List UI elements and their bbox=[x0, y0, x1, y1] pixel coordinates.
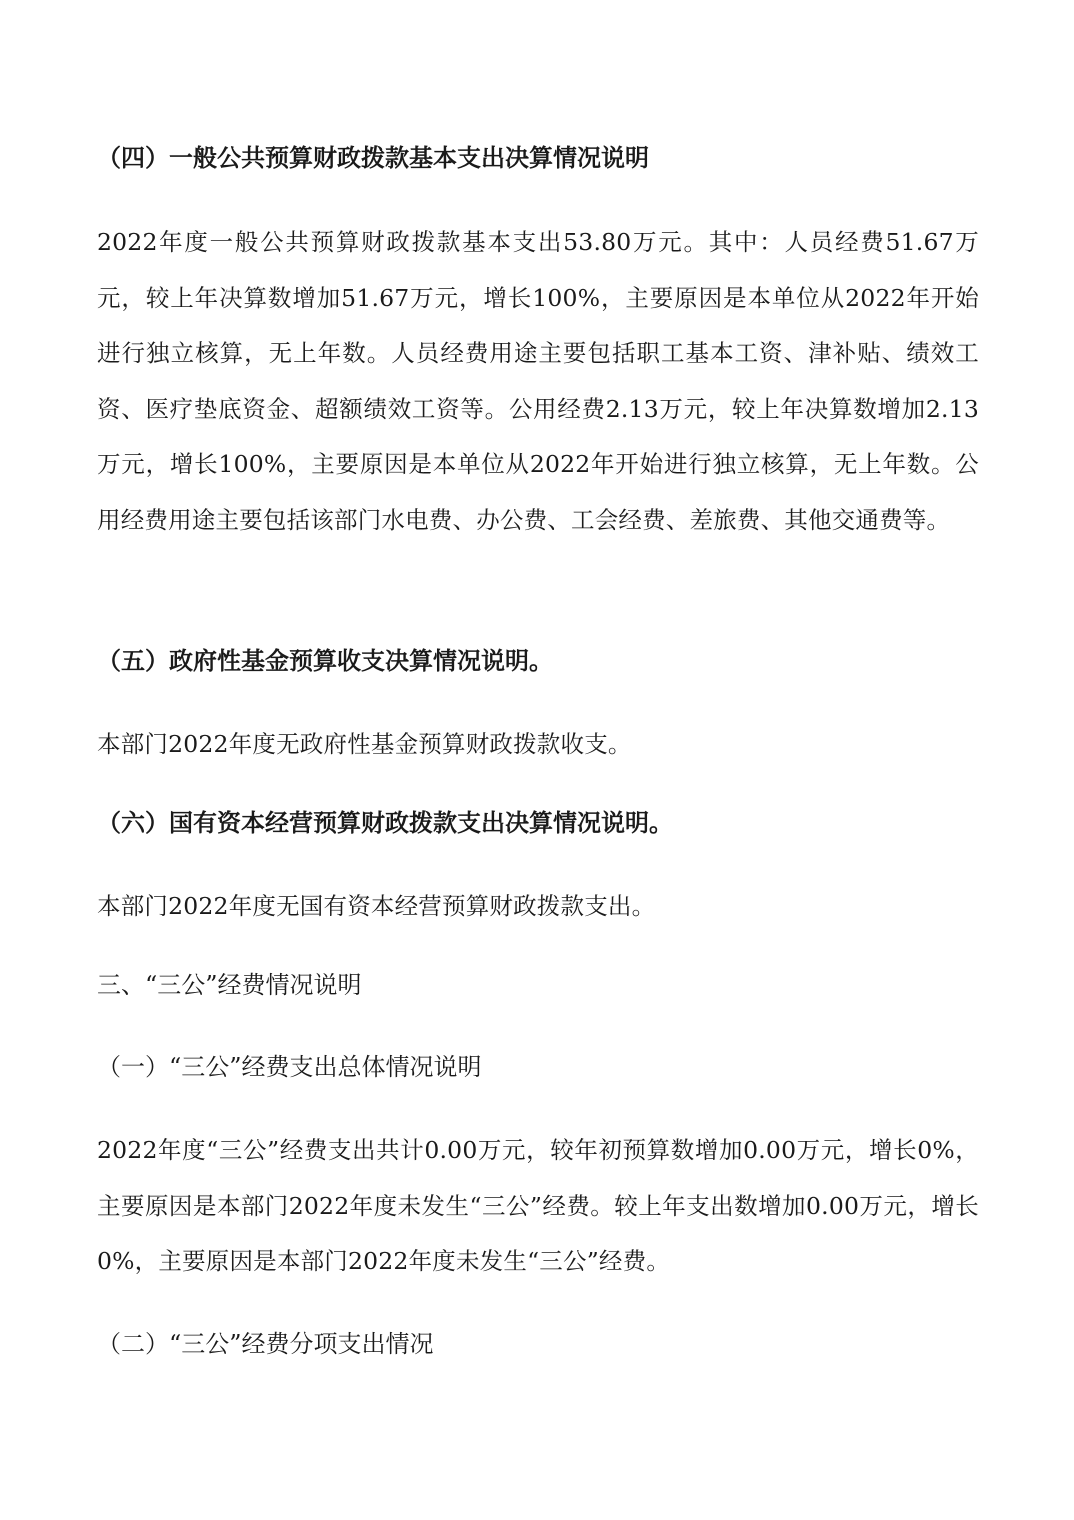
heading-government-fund-budget: （五）政府性基金预算收支决算情况说明。 bbox=[97, 646, 553, 675]
paragraph-state-capital-budget: 本部门2022年度无国有资本经营预算财政拨款支出。 bbox=[97, 892, 656, 920]
sub-heading-overall-expenses: （一）“三公”经费支出总体情况说明 bbox=[97, 1053, 482, 1081]
sub-heading-itemized-expenses: （二）“三公”经费分项支出情况 bbox=[97, 1330, 434, 1358]
paragraph-general-budget-basic-expenditure: 2022年度一般公共预算财政拨款基本支出53.80万元。其中：人员经费51.67万元，较上年决算数增加51.67万元，增长100%，主要原因是本单位从2022年开始进行独立核算，无上年数。人员经费用途主要包括职工基本工资、津补贴、绩效工资、医疗垫底资金、超额绩效工资等。公用经费2.13万元，较上年决算数增加2.13万元，增长100%，主要原因是本单位从2022年开始进行独立核算，无上年数。公用经费用途主要包括该部门水电费、办公费、工会经费、差旅费、其他交通费等。 bbox=[97, 228, 979, 534]
heading-state-capital-budget: （六）国有资本经营预算财政拨款支出决算情况说明。 bbox=[97, 808, 673, 837]
paragraph-government-fund-budget: 本部门2022年度无政府性基金预算财政拨款收支。 bbox=[97, 730, 632, 758]
paragraph-overall-expenses: 2022年度“三公”经费支出共计0.00万元，较年初预算数增加0.00万元，增长0%，主要原因是本部门2022年度未发生“三公”经费。较上年支出数增加0.00万元，增长0%，主要原因是本部门2022年度未发生“三公”经费。 bbox=[97, 1136, 979, 1275]
heading-general-budget-basic-expenditure: （四）一般公共预算财政拨款基本支出决算情况说明 bbox=[97, 143, 649, 172]
section-title-three-public-expenses: 三、“三公”经费情况说明 bbox=[97, 971, 362, 999]
